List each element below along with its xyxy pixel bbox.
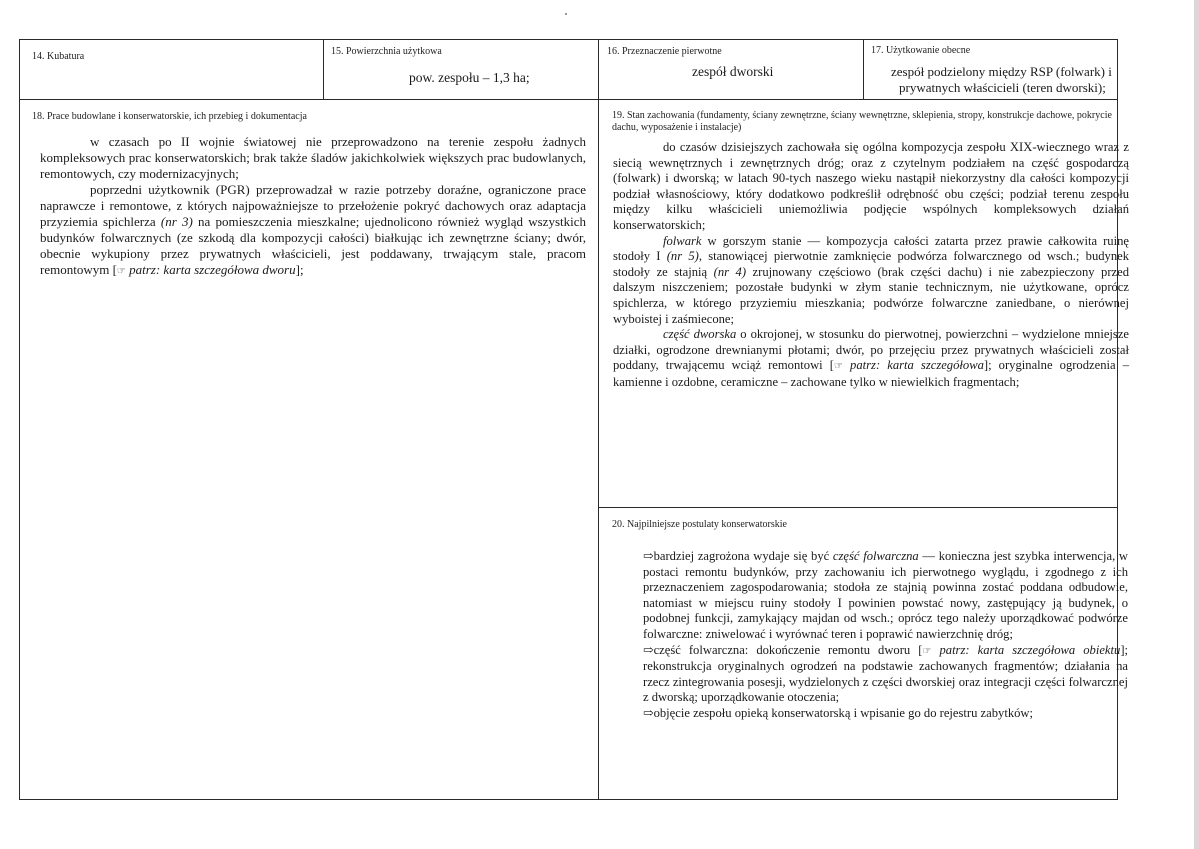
field-17-label: 17. Użytkowanie obecne xyxy=(871,45,971,56)
field-19-paragraph-3 xyxy=(613,327,1129,390)
col-divider-15 xyxy=(323,39,324,99)
field-19-p3-reference: patrz: karta szczegółowa xyxy=(850,358,984,373)
field-15-label: 15. Powierzchnia użytkowa xyxy=(331,46,442,57)
field-18-paragraph-2 xyxy=(40,182,586,280)
right-arrow-icon: ⇨ xyxy=(643,642,654,657)
field-18-label: 18. Prace budowlane i konserwatorskie, ich przebieg i dokumentacja xyxy=(32,111,307,122)
field-19-p2-ref-nr4: (nr 4) xyxy=(713,264,747,279)
field-16-label: 16. Przeznaczenie pierwotne xyxy=(607,46,722,57)
field-20-text xyxy=(643,549,1128,722)
pointing-hand-icon: ☞ xyxy=(116,266,126,277)
postulate-1 xyxy=(643,549,1128,643)
field-16-value: zespół dworski xyxy=(692,64,774,79)
postulate-1-text-a: bardziej zagrożona wydaje się być xyxy=(653,549,833,563)
scan-speck xyxy=(565,13,567,15)
field-19-label: 19. Stan zachowania (fundamenty, ściany zewnętrzne, ściany wewnętrzne, sklepienia, stropy, konstrukcje dachowe, pokrycie dachu, wyposażenie i instalacje) xyxy=(612,110,1112,133)
field-19-p3-end: ]; oryginalne ogrodzenia – kamienne i ozdobne, ceramiczne – zachowane tylko w niewielkich fragmentach; xyxy=(613,358,1129,389)
pointing-hand-icon: ☞ xyxy=(833,361,843,373)
table-left-border xyxy=(19,39,20,799)
field-18-p2-reference: patrz: karta szczegółowa dworu xyxy=(129,262,296,277)
field-18-p2-ref-nr3: (nr 3) xyxy=(160,214,193,229)
table-top-border xyxy=(19,39,1118,40)
field-19-p2-text-a: w gorszym stanie — kompozycja całości zatarta przez prawie całkowita ruinę stodoły I xyxy=(613,233,1129,264)
postulate-3 xyxy=(643,706,1128,722)
field-19-text xyxy=(613,140,1129,391)
col-divider-17 xyxy=(863,39,864,99)
postulate-1-emphasis: część folwarczna xyxy=(832,549,919,563)
field-17-value-line2: prywatnych właścicieli (teren dworski); xyxy=(899,80,1106,95)
postulate-1-text-b: — konieczna jest szybka interwencja, w postaci remontu budynków, przy zachowaniu ich pierwotnego wyglądu, i zgodnego z ich przeznaczeniem zagospodarowania; stodoła ze stajnią powinna zostać poddana odbudowie, natomiast w miejscu ruiny stodoły I powinien powstać nowy, zastępujący ją budynek, o podobnej funkcji, zamykający majdan od wsch.; oprócz tego należy uporządkować podwórze folwarczne: zniwelować i wyrównać teren i poprawić nawierzchnię dróg; xyxy=(643,549,1129,641)
field-18-text xyxy=(40,134,586,280)
pointing-hand-icon: ☞ xyxy=(922,645,932,657)
field-19-p3-text: o okrojonej, w stosunku do pierwotnej, powierzchni – wydzielone mniejsze działki, ogrodzone drewnianymi płotami; dwór, po przejęciu przez prywatnych właścicieli został poddany, trwającemu wciąż remontowi [ xyxy=(613,327,1129,373)
postulate-2-text-b: ]; rekonstrukcja oryginalnych ogrodzeń na podstawie zachowanych fragmentów; działania na rzecz zintegrowania posesji, wydzielonych z części dworskiej oraz integracji części folwarcznej z dworską; uporządkowanie otoczenia; xyxy=(643,642,1129,705)
field-17-value-line1: zespół podzielony między RSP (folwark) i xyxy=(891,64,1112,79)
field-19-p3-emphasis: część dworska xyxy=(663,327,737,342)
postulate-2-text-a: część folwarczna: dokończenie remontu dworu [ xyxy=(653,642,923,657)
field-15-value: pow. zespołu – 1,3 ha; xyxy=(409,70,530,85)
postulate-2 xyxy=(643,643,1128,706)
field-18-p2-text-c: na pomieszczenia mieszkalne; ujednolicono również wygląd wszystkich budynków folwarcznych (ze szkodą dla kompozycji całości) białkując ich zewnętrzne ściany; dwór, obecnie wykupiony przez prywatnych właścicieli, jest poddawany, trwającym stale, pracom remontowym [ xyxy=(40,214,586,277)
field-18-p2-text-a: poprzedni użytkownik (PGR) przeprowadzał w razie potrzeby doraźne, ograniczone prace naprawcze i remontowe, z których najpoważniejsze to przełożenie pokryć dachowych oraz adaptacja przyziemia spichlerza xyxy=(40,182,586,229)
field-18-p2-end: ]; xyxy=(295,262,304,277)
field-19-p2-emphasis-folwark: folwark xyxy=(663,233,702,248)
row1-bottom-border xyxy=(19,99,1118,100)
postulate-3-text: objęcie zespołu opieką konserwatorską i wpisanie go do rejestru zabytków; xyxy=(653,705,1034,720)
field-19-paragraph-2 xyxy=(613,234,1129,328)
postulate-2-reference: patrz: karta szczegółowa obiektu xyxy=(939,642,1121,657)
field-14-label: 14. Kubatura xyxy=(32,51,85,62)
field-20-label: 20. Najpilniejsze postulaty konserwatorskie xyxy=(612,519,787,530)
field-18-paragraph-1: w czasach po II wojnie światowej nie przeprowadzono na terenie zespołu żadnych kompleksowych prac konserwatorskich; brak także śladów jakichkolwiek większych prac budowlanych, remontowych, czy modernizacyjnych; xyxy=(40,134,586,181)
section19-bottom-border xyxy=(598,507,1118,508)
right-arrow-icon: ⇨ xyxy=(643,549,654,563)
table-bottom-border xyxy=(19,799,1118,800)
right-arrow-icon: ⇨ xyxy=(643,705,654,720)
scan-edge-shadow xyxy=(1194,0,1199,849)
field-19-paragraph-1: do czasów dzisiejszych zachowała się ogólna kompozycja zespołu XIX-wiecznego wraz z siecią wewnętrznych i zewnętrznych dróg; oraz z czytelnym podziałem na część gospodarczą (folwark) i dworską; w latach 90-tych naszego wieku nastąpił niekorzystny dla całości kompozycji podział własnościowy, który dodatkowo podkreślił odrębność obu części; podział terenu zespołu między kilku właścicieli uniemożliwia podjęcie wspólnych kompleksowych działań konserwatorskich; xyxy=(613,140,1129,232)
field-19-p2-text-b: , stanowiącej pierwotnie zamknięcie podwórza folwarcznego od wsch.; budynek stodoły ze stajnią xyxy=(613,249,1130,279)
field-19-p2-text-c: zrujnowany częściowo (brak części dachu) i nie zabezpieczony przed dalszym niszczeniem; pozostałe budynki w złym stanie technicznym, nie użytkowane, oprócz spichlerza, w którego przyziemiu mieszkania; podwórze folwarczne zaniedbane, o nierównej wyboistej i zaśmiecone; xyxy=(613,264,1130,326)
col-divider-center xyxy=(598,39,599,799)
field-19-p2-ref-nr5: (nr 5) xyxy=(666,249,699,264)
